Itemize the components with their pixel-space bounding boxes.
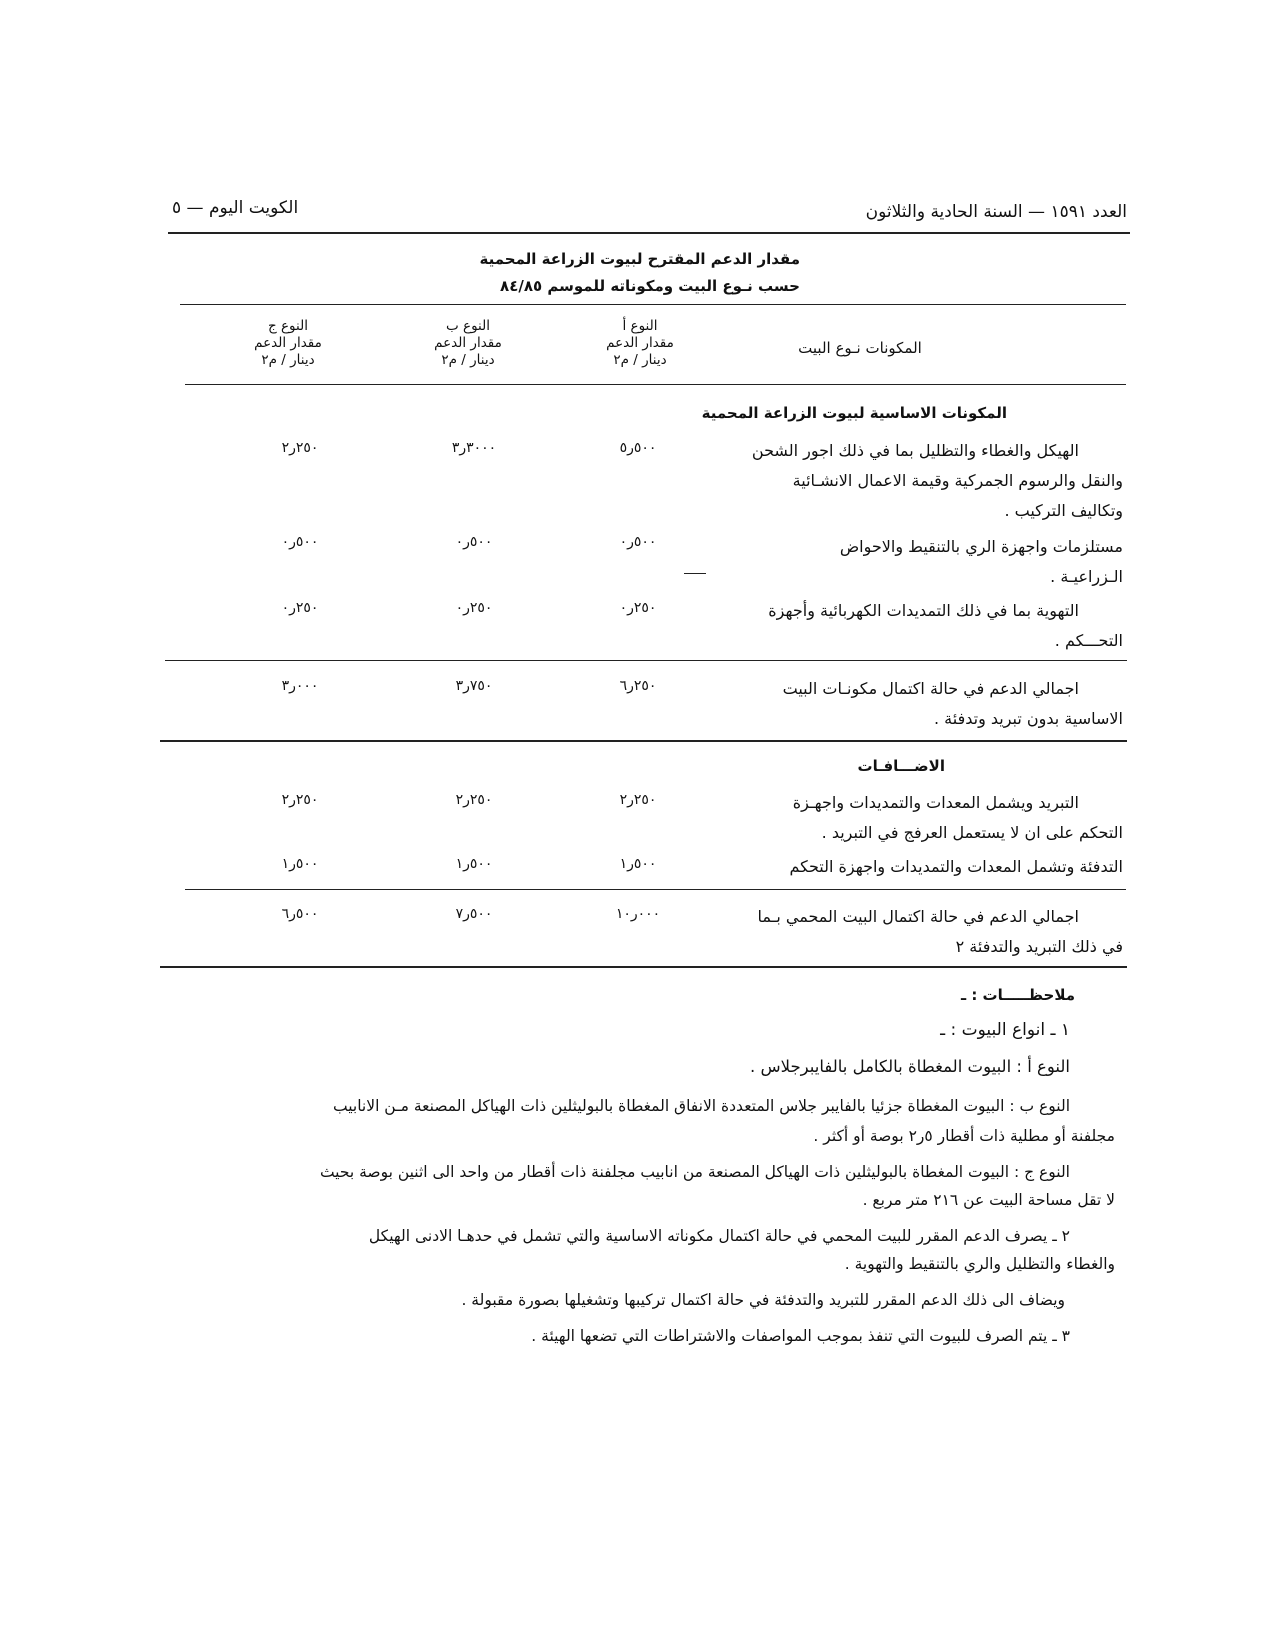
row-cooling-description [693,788,1123,848]
row-irrigation-line2: الـزراعيـة . [1050,567,1123,586]
col-head-type-c-line3: دينار / م٢ [261,352,315,368]
note-2 [110,1222,1070,1250]
col-head-type-a-line2: مقدار الدعم [606,335,674,351]
row-frame-line1: الهيكل والغطاء والتظليل بما في ذلك اجور الشحن [751,441,1079,460]
note-2-line1: ٢ ـ يصرف الدعم المقرر للبيت المحمي في حالة اكتمال مكوناته الاساسية والتي تشمل في حدهـا الادنى الهيكل [368,1227,1070,1245]
row-cooling-line2: التحكم على ان لا يستعمل العرفج في التبريد . [821,823,1123,842]
row-heating-type-b: ٥٠٠ر١ [455,856,493,872]
row-frame-description [693,436,1123,526]
note-1: ١ ـ انواع البيوت : ـ [940,1020,1070,1040]
additions-rule [160,740,1127,742]
note-type-b-cont [165,1122,1115,1150]
note-2-addition: ويضاف الى ذلك الدعم المقرر للتبريد والتدفئة في حالة اكتمال تركيبها وتشغيلها بصورة مقبولة . [461,1291,1065,1309]
col-head-type-b-line1: النوع ب [446,318,490,334]
row-ventilation-line2: التحـــكم . [1054,631,1123,650]
row-heating-line1: التدفئة وتشمل المعدات والتمديدات واجهزة التحكم [789,857,1123,876]
note-2-cont [165,1250,1115,1278]
row-cooling-line1: التبريد ويشمل المعدات والتمديدات واجهـزة [792,793,1079,812]
col-head-type-a [585,318,695,369]
total-basic-line2: الاساسية بدون تبريد وتدفئة . [933,709,1123,728]
title-rule [180,304,1126,305]
col-head-type-a-line1: النوع أ [622,318,658,334]
row-ventilation-type-c: ٢٥٠ر٠ [281,600,319,616]
note-3: ٣ ـ يتم الصرف للبيوت التي تنفذ بموجب المواصفات والاشتراطات التي تضعها الهيئة . [531,1327,1070,1345]
row-cooling-type-c: ٢٥٠ر٢ [281,792,319,808]
note-type-b [110,1092,1070,1120]
total-complete-line1: اجمالي الدعم في حالة اكتمال البيت المحمي بـما [757,907,1079,926]
column-head-rule [185,384,1126,385]
total-complete-description [693,902,1123,962]
row-ventilation-type-a: ٢٥٠ر٠ [619,600,657,616]
row-frame-type-c: ٢٥٠ر٢ [281,440,319,456]
note-2-line2: والغطاء والتظليل والري بالتنقيط والتهوية . [844,1255,1115,1273]
note-type-c-line1: النوع ج : البيوت المغطاة بالبوليثلين ذات الهياكل المصنعة من انابيب مجلفنة ذات أقطار من واحد الى اثنين بوصة بحيث [319,1163,1070,1181]
total-basic-description [693,674,1123,734]
note-type-b-line2: مجلفنة أو مطلية ذات أقطار ٥ر٢ بوصة أو أكثر . [813,1127,1115,1145]
table-bottom-rule [160,966,1127,968]
row-frame-line2: والنقل والرسوم الجمركية وقيمة الاعمال الانشـائية [792,471,1123,490]
col-head-type-c-line1: النوع ج [268,318,308,334]
page-header-right: العدد ١٥٩١ — السنة الحادية والثلاثون [865,202,1127,222]
col-head-type-b-line2: مقدار الدعم [434,335,502,351]
total-basic-type-a: ٢٥٠ر٦ [619,678,657,694]
row-cooling-type-b: ٢٥٠ر٢ [455,792,493,808]
row-frame-type-b: ٣٠٠٠ر٣ [451,440,497,456]
page-header-left: الكويت اليوم — ٥ [172,198,299,218]
row-heating-type-c: ٥٠٠ر١ [281,856,319,872]
note-type-c [70,1158,1070,1186]
note-type-c-cont [165,1186,1115,1214]
total-complete-type-c: ٥٠٠ر٦ [281,906,319,922]
row-cooling-type-a: ٢٥٠ر٢ [619,792,657,808]
row-ventilation-line1: التهوية بما في ذلك التمديدات الكهربائية وأجهزة [768,601,1079,620]
total-basic-line1: اجمالي الدعم في حالة اكتمال مكونـات البيت [782,679,1079,698]
row-irrigation-line1: مستلزمات واجهزة الري بالتنقيط والاحواض [839,537,1123,556]
col-head-type-a-line3: دينار / م٢ [613,352,667,368]
row-irrigation-type-c: ٥٠٠ر٠ [281,534,319,550]
row-irrigation-type-b: ٥٠٠ر٠ [455,534,493,550]
col-head-type-c [228,318,348,369]
col-head-components: المكونات نـوع البيت [798,339,922,357]
table-title-line2: حسب نـوع البيت ومكوناته للموسم ٨٤/٨٥ [500,277,800,295]
notes-title: ملاحظـــــات : ـ [960,986,1075,1004]
subtotal-rule [165,660,1127,661]
note-type-b-line1: النوع ب : البيوت المغطاة جزئيا بالفايبر جلاس المتعددة الانفاق المغطاة بالبوليثلين ذات الهياكل المصنعة مـن الانابيب [332,1097,1070,1115]
row-frame-type-a: ٥٠٠ر٥ [619,440,657,456]
subtotal2-rule [185,889,1126,890]
total-complete-type-b: ٥٠٠ر٧ [455,906,493,922]
row-heating-type-a: ٥٠٠ر١ [619,856,657,872]
note-type-a: النوع أ : البيوت المغطاة بالكامل بالفايبرجلاس . [749,1057,1070,1076]
total-basic-type-b: ٧٥٠ر٣ [455,678,493,694]
row-irrigation-type-a: ٥٠٠ر٠ [619,534,657,550]
row-heating-description [693,852,1123,882]
col-head-type-b [408,318,528,369]
row-frame-line3: وتكاليف التركيب . [1004,501,1123,520]
row-ventilation-description [693,596,1123,656]
row-irrigation-description [693,532,1123,592]
table-title-line1: مقدار الدعم المقترح لبيوت الزراعة المحمية [479,250,800,268]
total-complete-line2: في ذلك التبريد والتدفئة ٢ [955,937,1123,956]
section-basic-components: المكونات الاساسية لبيوت الزراعة المحمية [701,404,1007,422]
note-type-c-line2: لا تقل مساحة البيت عن ٢١٦ متر مربع . [862,1191,1115,1209]
section-additions: الاضـــافـات [857,757,945,775]
row-irrigation-dash [684,573,706,574]
col-head-type-c-line2: مقدار الدعم [254,335,322,351]
total-basic-type-c: ٠٠٠ر٣ [281,678,319,694]
header-rule [168,232,1130,234]
col-head-type-b-line3: دينار / م٢ [441,352,495,368]
total-complete-type-a: ٠٠٠ر١٠ [615,906,661,922]
row-ventilation-type-b: ٢٥٠ر٠ [455,600,493,616]
